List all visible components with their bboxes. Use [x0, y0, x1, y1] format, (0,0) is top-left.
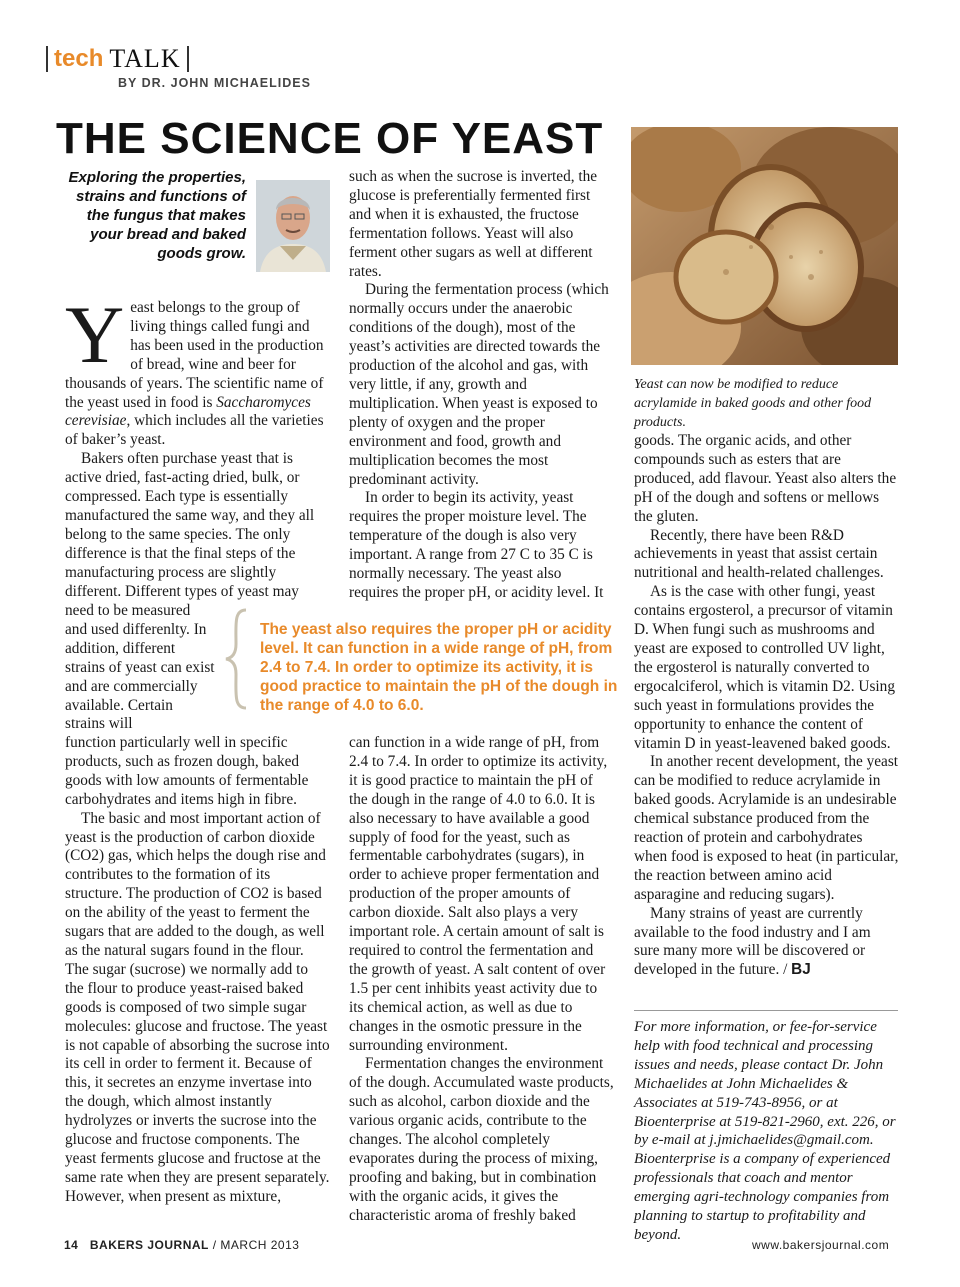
header-bar-left — [46, 46, 48, 72]
photo-caption: Yeast can now be modified to reduce acrylamide in baked goods and other food products. — [634, 377, 872, 430]
column-2-top — [349, 168, 614, 603]
column-1-bottom — [65, 734, 330, 1207]
pull-quote: The yeast also requires the proper pH or acidity level. It can function in a wide range of pH, from 2.4 to 7.4. In order to optimize its activity, it is good practice to maintain the pH of the dough in the range of 4.0 to 6.0. — [260, 621, 618, 714]
species-name: Saccharomyces cerevisiae — [65, 393, 311, 430]
paragraph: Recently, there have been R&D achievements in yeast that assist certain nutritional and health-related challenges. — [634, 526, 884, 582]
paragraph: goods. The organic acids, and other compounds such as esters that are produced, add flavour. Yeast also alters the pH of the dough and softens or mellows the gluten. — [634, 432, 897, 525]
section-label-talk: TALK — [109, 44, 181, 73]
paragraph — [65, 289, 330, 450]
issue-date: / MARCH 2013 — [212, 1238, 300, 1252]
paragraph: The basic and most important action of yeast is the production of carbon dioxide (CO2) gas, which helps the dough rise and contributes to the formation of its structure. The production of CO2 is based on the ability of the yeast to ferment the sugars that are added to the dough, as well as the natural sugars found in the flour. The sugar (sucrose) we normally add to the flour to produce yeast-raised baked goods is composed of two simple sugar molecules: glucose and fructose. The yeast is not capable of absorbing the sucrose into its cell in order to ferment it. Because of this, it secretes an enzyme invertase into the dough, which almost instantly hydrolyzes or inverts the sucrose into the glucose and fructose components. The yeast ferments glucose and fructose at the same rate when they are present separately. However, when present as mixture, — [65, 809, 330, 1205]
paragraph-text: , which includes all the varieties of baker’s yeast. — [65, 412, 324, 449]
signoff: BJ — [791, 961, 811, 979]
paragraph: In order to begin its activity, yeast requires the proper moisture level. The temperature of the dough is also very important. A range from 27 C to 35 C is normally necessary. The yeast also requires the proper pH, or acidity level. It — [349, 489, 604, 601]
article-deck: Exploring the properties, strains and functions of the fungus that makes your bread and baked goods grow. — [68, 169, 246, 262]
website-link[interactable]: www.bakersjournal.com — [752, 1238, 890, 1252]
column-1-narrow — [65, 602, 215, 734]
drop-cap: Y — [65, 289, 125, 380]
header-bar-right — [187, 46, 189, 72]
paragraph-text: Many strains of yeast are currently available to the food industry and I am sure many more will be discovered or developed in the future. / — [634, 904, 871, 979]
paragraph: During the fermentation process (which normally occurs under the anaerobic conditions of the dough), most of the yeast’s activities are directed towards the production of the alcohol and gas, with very little, if any, growth and multiplication. When yeast is exposed to plenty of oxygen and the proper environment and food, growth and multiplication becomes the most predominant activity. — [349, 281, 609, 488]
paragraph: need to be measured and used differenlty. In addition, different strains of yeast can exist and are commercially available. Certain strains will — [65, 602, 215, 733]
column-2-bottom — [349, 734, 614, 1226]
contact-info: For more information, or fee-for-service help with food technical and processing issues and needs, please contact Dr. John Michaelides at John Michaelides & Associates at 519-743-8956, or at Bioenterprise at 519-821-2960, ext. 226, or by e-mail at j.jmichaelides@gmail.com. Bioenterprise is a company of experienced professionals that coach and mentor emerging agri-technology companies from planning to startup to profitability and beyond. — [634, 1019, 896, 1243]
column-3 — [634, 432, 899, 980]
publication-name: BAKERS JOURNAL — [89, 1238, 209, 1252]
page-number: 14 — [64, 1238, 79, 1252]
bread-photo — [631, 127, 898, 365]
paragraph-text: east belongs to the group of living things called fungi and has been used in the production of bread, wine and beer for thousands of years. The scientific name of the yeast used in food is — [65, 299, 324, 411]
paragraph: In another recent development, the yeast can be modified to reduce acrylamide in baked goods. Acrylamide is an undesirable chemical substance produced from the reaction of protein and carbohydrates when food is exposed to heat (in particular, the reaction between amino acid asparagine and reducing sugars). — [634, 753, 899, 903]
paragraph — [634, 905, 899, 981]
paragraph: can function in a wide range of pH, from 2.4 to 7.4. In order to optimize its activity, it is good practice to maintain the pH of the dough in the range of 4.0 to 6.0. It is also necessary to have available a good supply of food for the yeast, such as fermentable carbohydrates (sugars), in order to achieve proper fermentation and production of the proper amounts of carbon dioxide. Salt also plays a very important role. A certain amount of salt is required to control the fermentation and the growth of yeast. A salt content of over 1.5 per cent inhibits yeast activity due to its chemical action, as well as due to changes in the osmotic pressure in the surrounding environment. — [349, 734, 608, 1054]
pull-quote-brace — [216, 604, 256, 714]
paragraph: Fermentation changes the environment of the dough. Accumulated waste products, such as alcohol, carbon dioxide and the various organic acids, contribute to the changes. The alcohol completely evaporates during the process of mixing, proofing and baking, but in combination with the organic acids, it gives the characteristic aroma of freshly baked — [349, 1055, 614, 1224]
paragraph: such as when the sucrose is inverted, the glucose is preferentially fermented first and when it is exhausted, the fructose fermentation follows. Yeast will also ferment other sugars as well at different rates. — [349, 168, 598, 280]
info-divider — [634, 1010, 898, 1011]
column-1-top — [65, 289, 330, 602]
paragraph: function particularly well in specific products, such as frozen dough, baked goods with low amounts of fermentable carbohydrates and items high in fibre. — [65, 734, 309, 808]
byline: BY DR. JOHN MICHAELIDES — [118, 76, 311, 90]
article-title: THE SCIENCE OF YEAST — [56, 114, 604, 163]
paragraph: As is the case with other fungi, yeast contains ergosterol, a precursor of vitamin D. When fungi such as mushrooms and yeast are exposed to controlled UV light, the ergosterol is naturally converted to ergocalciferol, which is vitamin D2. Using such yeast in formulations provides the opportunity to enhance the content of vitamin D in yeast-leavened baked goods. — [634, 583, 895, 752]
section-label-tech: tech — [54, 45, 104, 72]
footer-folio — [64, 1238, 299, 1252]
section-header — [40, 44, 195, 74]
paragraph: Bakers often purchase yeast that is active dried, fast-acting dried, bulk, or compressed. Each type is essentially manufactured the same way, and they all belong to the same species. The only difference is that the final steps of the manufacturing process are slightly different. Different types of yeast may — [65, 450, 315, 600]
author-portrait — [256, 180, 330, 272]
